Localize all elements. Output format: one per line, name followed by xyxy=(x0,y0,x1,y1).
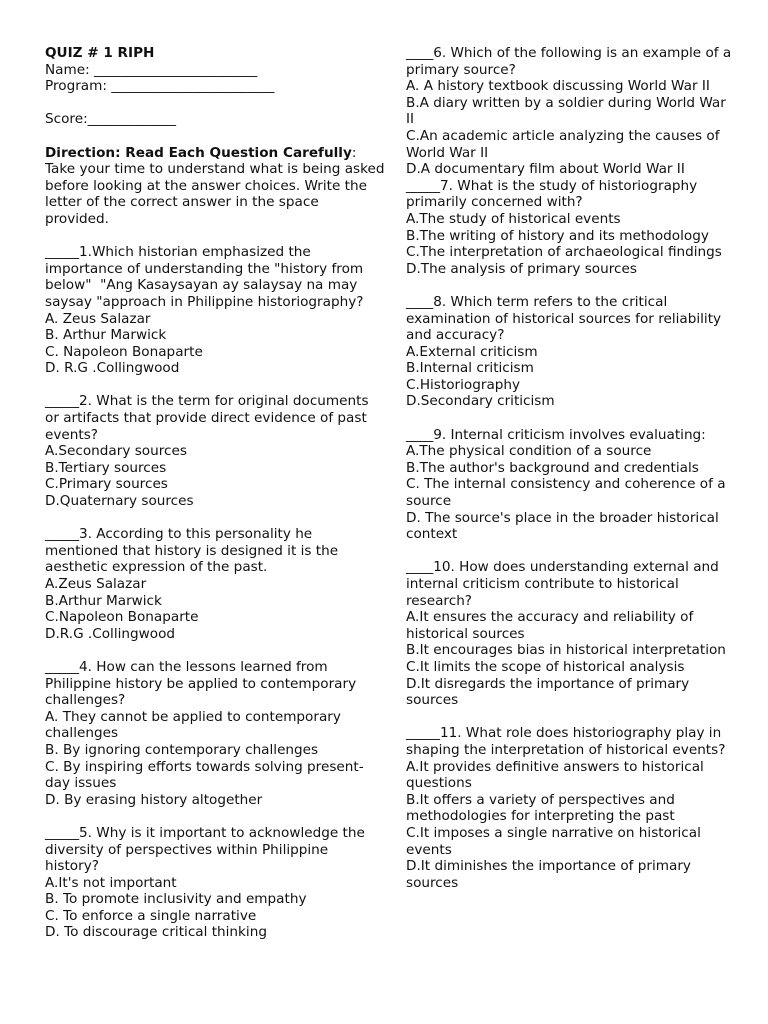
question-list-left xyxy=(45,244,385,941)
question-stem: _____5. Why is it important to acknowledge the diversity of perspectives within Philippine history? xyxy=(45,824,370,875)
right-column xyxy=(406,45,736,908)
answer-option: A.Secondary sources xyxy=(45,443,187,460)
question-item xyxy=(45,526,385,642)
question-item xyxy=(45,244,385,377)
question-list-right xyxy=(406,45,736,891)
answer-option: B.A diary written by a soldier during World War II xyxy=(406,94,731,128)
question-item xyxy=(406,559,736,708)
answer-option: C.Napoleon Bonaparte xyxy=(45,609,199,626)
answer-option: C.It limits the scope of historical analysis xyxy=(406,658,685,675)
answer-option: D. By erasing history altogether xyxy=(45,791,263,808)
question-stem: _____7. What is the study of historiography primarily concerned with? xyxy=(406,177,702,211)
answer-option: B.Arthur Marwick xyxy=(45,592,162,609)
question-item xyxy=(45,659,385,808)
question-stem: _____2. What is the term for original documents or artifacts that provide direct evidence of past events? xyxy=(45,393,373,443)
answer-option: A.It provides definitive answers to historical questions xyxy=(406,758,709,792)
answer-option: D.A documentary film about World War II xyxy=(406,161,685,178)
spacer xyxy=(45,95,385,112)
question-item xyxy=(45,825,385,941)
question-stem: ____8. Which term refers to the critical examination of historical sources for reliability and accuracy? xyxy=(406,293,726,344)
answer-option: C. The internal consistency and coherence of a source xyxy=(406,476,730,510)
direction-label: Direction: Read Each Question Carefully xyxy=(45,144,352,161)
question-stem: _____3. According to this personality he mentioned that history is designed it is the aesthetic expression of the past. xyxy=(45,526,343,576)
answer-option: D.Quaternary sources xyxy=(45,493,194,510)
question-stem: _____1.Which historian emphasized the importance of understanding the "history from below" "Ang Kasaysayan ay salaysay na may saysay "approach in Philippine historiography? xyxy=(45,244,368,310)
name-line: Name: ________________________ xyxy=(45,61,258,78)
answer-option: D.It diminishes the importance of primary sources xyxy=(406,858,696,891)
question-stem: ____6. Which of the following is an example of a primary source? xyxy=(406,45,736,78)
answer-option: C. Napoleon Bonaparte xyxy=(45,343,203,360)
answer-option: B. To promote inclusivity and empathy xyxy=(45,891,307,908)
answer-option: A. Zeus Salazar xyxy=(45,310,151,327)
answer-option: C.An academic article analyzing the causes of World War II xyxy=(406,127,724,161)
answer-option: A.It ensures the accuracy and reliability of historical sources xyxy=(406,609,698,642)
answer-option: D. To discourage critical thinking xyxy=(45,924,267,941)
answer-option: A.It's not important xyxy=(45,874,177,891)
question-stem: ____10. How does understanding external and internal criticism contribute to historical research? xyxy=(406,559,724,609)
direction-paragraph xyxy=(45,144,389,228)
answer-option: B.It offers a variety of perspectives and methodologies for interpreting the past xyxy=(406,791,680,825)
spacer xyxy=(45,128,385,145)
answer-option: D.It disregards the importance of primary sources xyxy=(406,675,694,709)
program-line: Program: ________________________ xyxy=(45,78,275,95)
answer-option: C.Primary sources xyxy=(45,476,168,493)
answer-option: A.The study of historical events xyxy=(406,210,621,227)
answer-option: C.The interpretation of archaeological findings xyxy=(406,244,722,261)
answer-option: B.The author's background and credentials xyxy=(406,459,699,476)
question-stem: _____4. How can the lessons learned from Philippine history be applied to contemporary challenges? xyxy=(45,658,361,709)
answer-option: B.Tertiary sources xyxy=(45,459,167,476)
question-item xyxy=(406,45,736,178)
answer-option: B.The writing of history and its methodology xyxy=(406,227,709,244)
answer-option: B.Internal criticism xyxy=(406,360,534,377)
left-column xyxy=(45,45,389,958)
answer-option: D.R.G .Collingwood xyxy=(45,625,176,642)
answer-option: A.Zeus Salazar xyxy=(45,576,147,592)
answer-option: C.Historiography xyxy=(406,376,521,393)
answer-option: D. R.G .Collingwood xyxy=(45,360,180,377)
answer-option: C.It imposes a single narrative on historical events xyxy=(406,824,706,858)
score-line: Score:_____________ xyxy=(45,111,177,128)
answer-option: C. To enforce a single narrative xyxy=(45,907,257,924)
question-stem: _____11. What role does historiography play in shaping the interpretation of historical events? xyxy=(406,725,726,758)
question-stem: ____9. Internal criticism involves evaluating: xyxy=(406,426,706,443)
question-item xyxy=(45,393,385,509)
answer-option: B. By ignoring contemporary challenges xyxy=(45,741,319,758)
quiz-title: QUIZ # 1 RIPH xyxy=(45,45,155,61)
answer-option: A. They cannot be applied to contemporary challenges xyxy=(45,708,346,742)
direction-text: : Take your time to understand what is being asked before looking at the answer choices. Write the letter of the correct answer in the space provided. xyxy=(45,144,389,227)
answer-option: D. The source's place in the broader historical context xyxy=(406,509,724,543)
answer-option: D.Secondary criticism xyxy=(406,393,555,410)
answer-option: A. A history textbook discussing World War II xyxy=(406,78,710,95)
answer-option: D.The analysis of primary sources xyxy=(406,260,637,277)
answer-option: A.The physical condition of a source xyxy=(406,443,652,460)
answer-option: B.It encourages bias in historical interpretation xyxy=(406,642,726,659)
answer-option: C. By inspiring efforts towards solving present-day issues xyxy=(45,758,364,792)
question-item xyxy=(406,178,736,278)
question-item xyxy=(406,725,736,891)
question-item xyxy=(406,427,736,543)
question-item xyxy=(406,294,736,410)
answer-option: B. Arthur Marwick xyxy=(45,327,167,344)
answer-option: A.External criticism xyxy=(406,343,538,360)
